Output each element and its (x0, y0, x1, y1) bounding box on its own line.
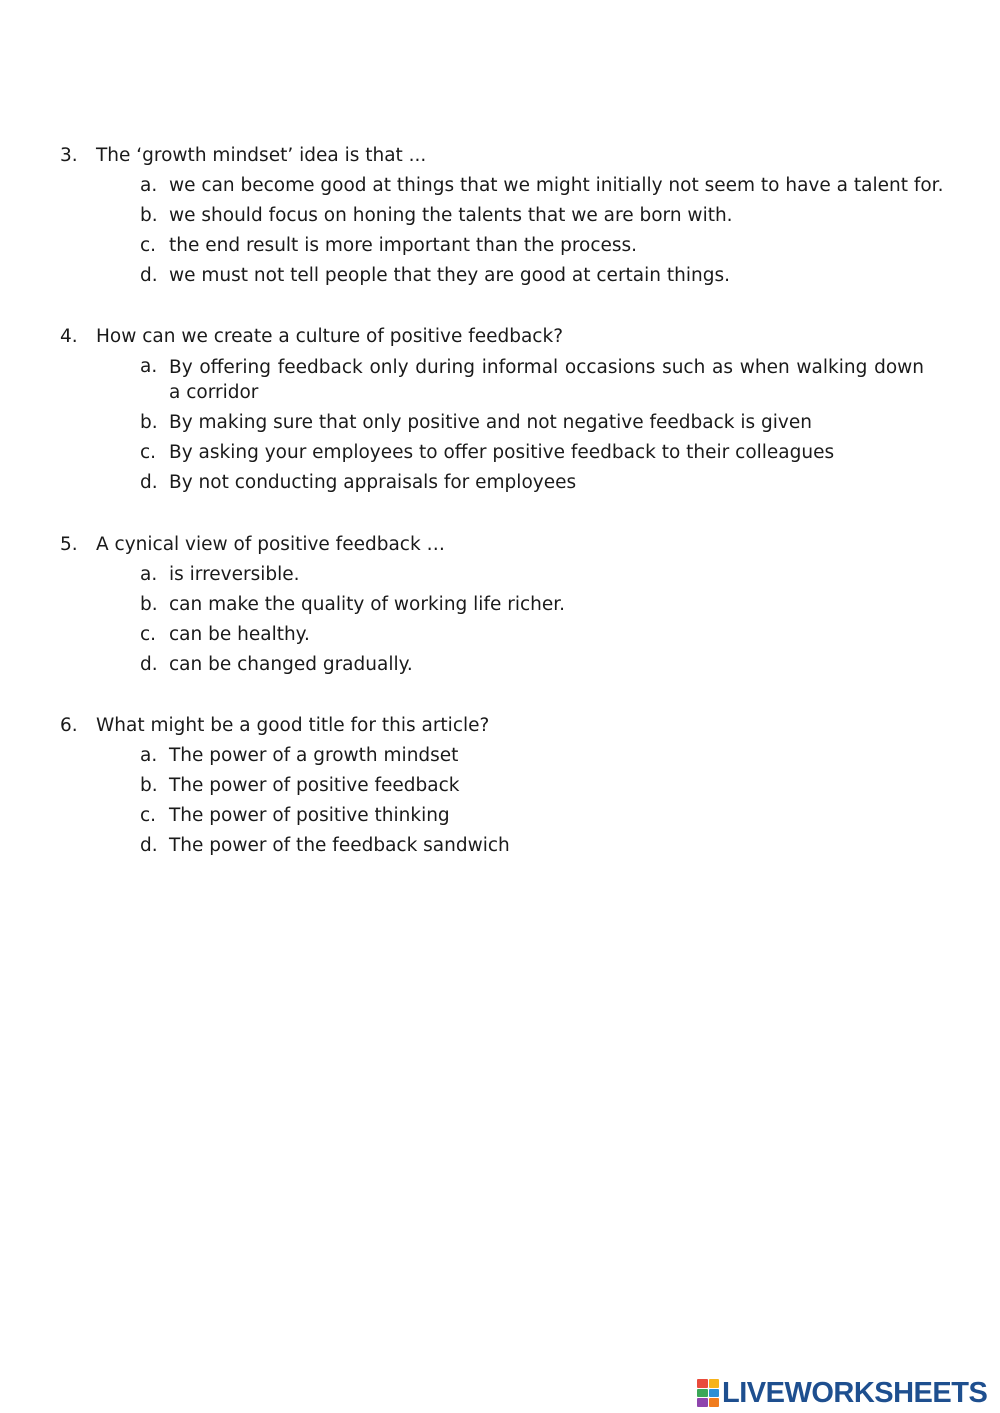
answer-option-b[interactable] (140, 590, 940, 620)
option-text: we can become good at things that we might initially not seem to have a talent for. (169, 175, 944, 196)
question-number: 6. (60, 715, 78, 736)
answer-option-c[interactable] (140, 620, 940, 650)
question-3 (60, 141, 944, 291)
logo-tile (697, 1398, 708, 1407)
answer-option-a[interactable] (140, 741, 940, 771)
option-text: The power of positive thinking (169, 805, 450, 826)
question-number: 3. (60, 145, 78, 166)
answer-option-d[interactable] (140, 261, 940, 291)
question-stem (60, 322, 940, 352)
option-letter: c. (140, 805, 157, 826)
answer-option-b[interactable] (140, 771, 940, 801)
option-text: we must not tell people that they are good at certain things. (169, 265, 730, 286)
option-text: By asking your employees to offer positive feedback to their colleagues (169, 442, 835, 463)
answer-options (140, 171, 944, 291)
option-text: The power of positive feedback (169, 775, 460, 796)
option-letter: a. (140, 356, 158, 377)
answer-options (140, 352, 940, 498)
logo-tile (709, 1379, 720, 1388)
option-text: can be healthy. (169, 624, 310, 645)
question-6 (60, 711, 940, 861)
answer-option-c[interactable] (140, 231, 940, 261)
question-4 (60, 322, 940, 498)
answer-option-a[interactable] (140, 171, 944, 201)
answer-options (140, 741, 940, 861)
option-text: By not conducting appraisals for employees (169, 472, 577, 493)
question-text: A cynical view of positive feedback … (96, 534, 446, 555)
option-text: the end result is more important than the process. (169, 235, 638, 256)
option-text: can make the quality of working life richer. (169, 594, 566, 615)
question-5 (60, 530, 940, 680)
option-letter: d. (140, 835, 158, 856)
option-letter: b. (140, 412, 158, 433)
liveworksheets-logo[interactable] (697, 1376, 987, 1410)
option-text: By offering feedback only during informal occasions such as when walking down a corridor (169, 357, 924, 403)
option-letter: c. (140, 235, 157, 256)
question-number: 4. (60, 326, 78, 347)
option-letter: a. (140, 175, 158, 196)
option-letter: d. (140, 265, 158, 286)
logo-tile (709, 1389, 720, 1398)
option-text: By making sure that only positive and not negative feedback is given (169, 412, 812, 433)
answer-option-d[interactable] (140, 468, 940, 498)
logo-text: LIVEWORKSHEETS (722, 1376, 988, 1409)
question-stem (60, 141, 940, 171)
option-text: The power of a growth mindset (169, 745, 459, 766)
option-letter: b. (140, 205, 158, 226)
answer-option-d[interactable] (140, 650, 940, 680)
answer-option-a[interactable] (140, 352, 940, 408)
option-letter: d. (140, 654, 158, 675)
option-letter: c. (140, 442, 157, 463)
option-letter: c. (140, 624, 157, 645)
answer-option-c[interactable] (140, 801, 940, 831)
liveworksheets-logo-icon (697, 1379, 719, 1407)
option-letter: d. (140, 472, 158, 493)
option-text: is irreversible. (169, 564, 300, 585)
option-text: can be changed gradually. (169, 654, 413, 675)
logo-tile (709, 1398, 720, 1407)
option-letter: a. (140, 745, 158, 766)
answer-option-d[interactable] (140, 831, 940, 861)
option-letter: a. (140, 564, 158, 585)
logo-tile (697, 1379, 708, 1388)
option-text: The power of the feedback sandwich (169, 835, 510, 856)
answer-option-c[interactable] (140, 438, 940, 468)
answer-options (140, 560, 940, 680)
logo-tile (697, 1389, 708, 1398)
question-text: What might be a good title for this article? (96, 715, 490, 736)
question-text: The ‘growth mindset’ idea is that ... (96, 145, 427, 166)
option-text: we should focus on honing the talents that we are born with. (169, 205, 733, 226)
option-letter: b. (140, 594, 158, 615)
answer-option-b[interactable] (140, 408, 940, 438)
answer-option-a[interactable] (140, 560, 940, 590)
question-number: 5. (60, 534, 78, 555)
question-stem (60, 711, 940, 741)
question-text: How can we create a culture of positive feedback? (96, 326, 564, 347)
question-stem (60, 530, 940, 560)
answer-option-b[interactable] (140, 201, 940, 231)
option-letter: b. (140, 775, 158, 796)
